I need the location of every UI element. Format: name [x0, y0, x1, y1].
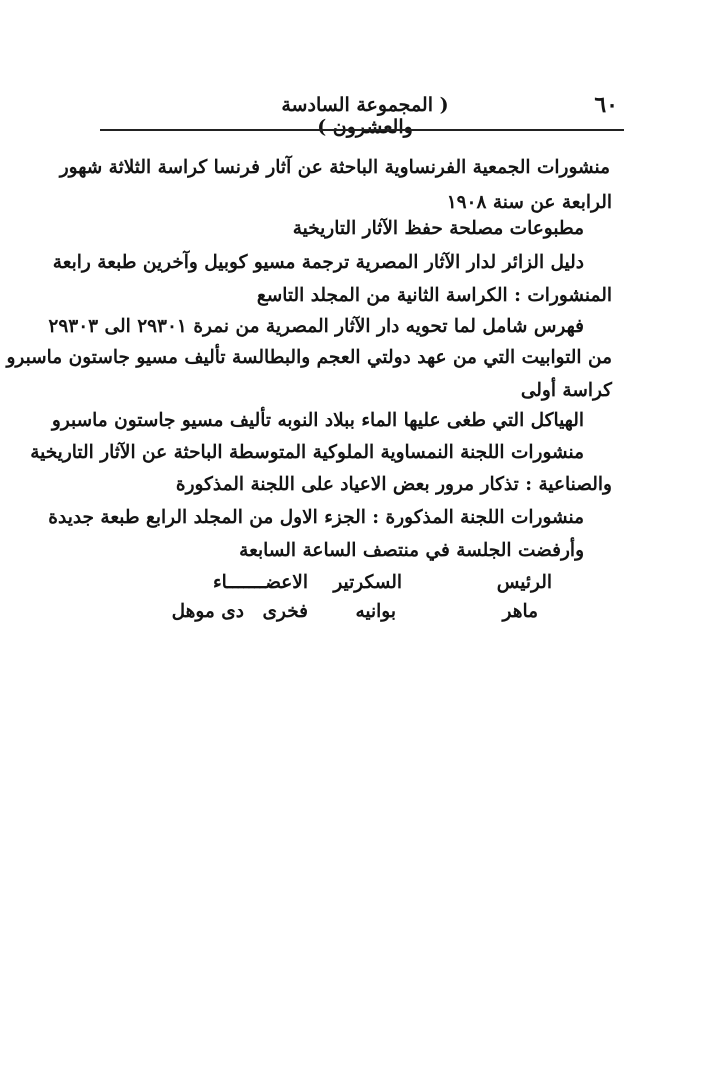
members-label: الاعضـــــــاء [212, 572, 308, 593]
text-line: المنشورات : الكراسة الثانية من المجلد التاسع [256, 285, 612, 306]
text-line: الرابعة عن سنة ١٩٠٨ [446, 192, 612, 213]
member-name-1: فخرى [262, 601, 308, 622]
text-line: منشورات اللجنة المذكورة : الجزء الاول من المجلد الرابع طبعة جديدة [48, 507, 584, 528]
president-name: ماهر [502, 601, 538, 622]
running-title: ( المجموعة السادسة والعشرون ) [281, 94, 449, 138]
text-line: فهرس شامل لما تحويه دار الآثار المصرية من نمرة ٢٩٣٠١ الى ٢٩٣٠٣ [48, 316, 584, 337]
secretary-label: السكرتير [333, 572, 402, 593]
president-label: الرئيس [496, 572, 552, 593]
page-header [100, 86, 624, 138]
text-line: وأرفضت الجلسة في منتصف الساعة السابعة [239, 540, 584, 561]
text-line: الهياكل التي طغى عليها الماء ببلاد النوبه تأليف مسيو جاستون ماسبرو [51, 410, 584, 431]
text-line: منشورات الجمعية الفرنساوية الباحثة عن آثار فرنسا كراسة الثلاثة شهور [59, 157, 610, 178]
text-line: مطبوعات مصلحة حفظ الآثار التاريخية [292, 218, 584, 239]
text-line: من التوابيت التي من عهد دولتي العجم والبطالسة تأليف مسيو جاستون ماسبرو [6, 347, 612, 368]
page-number: ٦٠ [594, 92, 618, 118]
text-line: دليل الزائر لدار الآثار المصرية ترجمة مسيو كوبيل وآخرين طبعة رابعة [52, 252, 584, 273]
secretary-name: بوانيه [355, 601, 396, 622]
text-line: منشورات اللجنة النمساوية الملوكية المتوسطة الباحثة عن الآثار التاريخية [30, 442, 584, 463]
text-line: والصناعية : تذكار مرور بعض الاعياد على اللجنة المذكورة [175, 474, 612, 495]
member-name-2: دى موهل [171, 601, 244, 622]
text-line: كراسة أولى [520, 380, 612, 401]
header-rule [100, 129, 624, 131]
